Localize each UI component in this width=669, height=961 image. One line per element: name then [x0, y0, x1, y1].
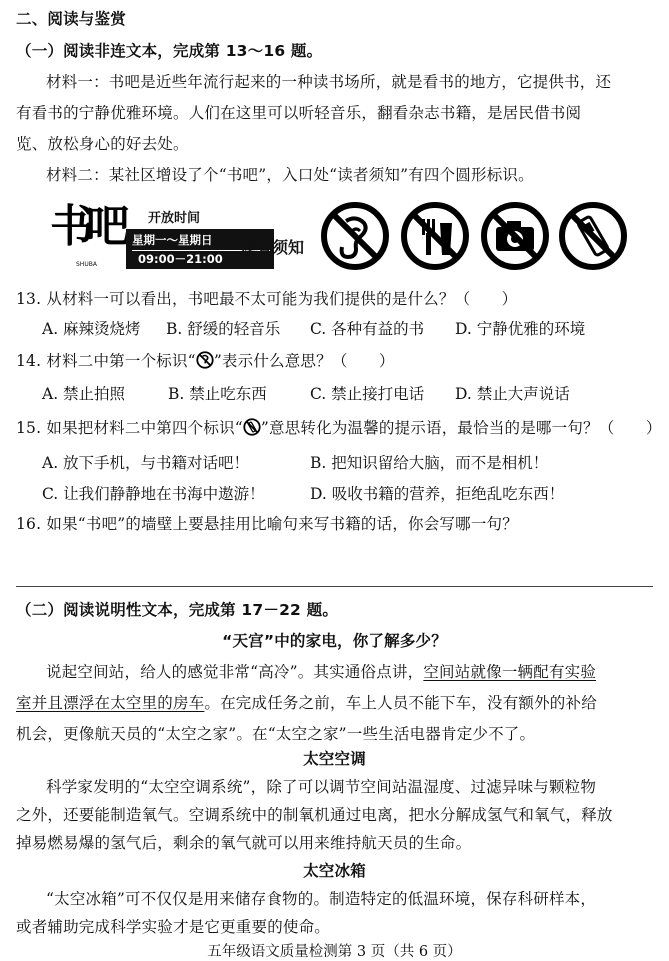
- divider: [16, 586, 653, 587]
- q14-text-end: ”表示什么意思？（ ）: [213, 352, 395, 370]
- heading-space-fridge: 太空冰箱: [303, 862, 366, 880]
- para1-underlined-2: 室并且漂浮在太空里的房车: [16, 694, 205, 712]
- q14-option-a: A. 禁止拍照: [42, 385, 126, 403]
- article-title: “天宫”中的家电，你了解多少？: [222, 632, 447, 650]
- para1-line2: [16, 692, 653, 714]
- q15-option-d: D. 吸收书籍的营养，拒绝乱吃东西！: [310, 485, 565, 503]
- question-15: [16, 417, 662, 439]
- para3-line2: 或者辅助完成科学实验才是它更重要的使命。: [16, 918, 331, 936]
- para1-underlined-1: 空间站就像一辆配有实验: [423, 663, 597, 681]
- para2-line2: 之外，还要能制造氧气。空调系统中的制氧机通过电离，把水分解成氢气和氧气，释放: [16, 806, 613, 824]
- q14-text-start: 14. 材料二中第一个标识“: [16, 352, 196, 370]
- q15-option-a: A. 放下手机，与书籍对话吧！: [42, 454, 250, 472]
- q14-option-b: B. 禁止吃东西: [168, 385, 267, 403]
- hours-title: 开放时间: [148, 211, 201, 226]
- logo-text: 书吧: [50, 201, 122, 252]
- hours-time: 09:00－21:00: [138, 252, 223, 266]
- shuba-logo: [50, 195, 122, 277]
- q15-option-b: B. 把知识留给大脑，而不是相机！: [310, 454, 549, 472]
- q15-text-start: 15. 如果把材料二中第四个标识“: [16, 419, 243, 437]
- section-title: 二、阅读与鉴赏: [16, 10, 126, 28]
- q14-option-d: D. 禁止大声说话: [455, 385, 570, 403]
- no-phone-icon: [243, 418, 261, 436]
- q15-text-end: ”意思转化为温馨的提示语，最恰当的是哪一句？（ ）: [260, 419, 662, 437]
- part2-title: （二）阅读说明性文本，完成第 17－22 题。: [16, 601, 339, 619]
- part1-title: （一）阅读非连文本，完成第 13～16 题。: [16, 42, 323, 60]
- para2-line3: 掉易燃易爆的氢气后，剩余的氧气就可以用来维持航天员的生命。: [16, 834, 472, 852]
- logo-subtext: SHUBA: [76, 261, 97, 268]
- material1-line2: 有看书的宁静优雅环境。人们在这里可以听轻音乐，翻看杂志书籍，是居民借书阅: [16, 104, 582, 122]
- reader-notice-signboard: [50, 195, 630, 283]
- para2-line1: 科学家发明的“太空空调系统”，除了可以调节空间站温湿度、过滤异味与颗粒物: [46, 778, 597, 796]
- heading-space-ac: 太空空调: [303, 750, 366, 768]
- question-14: [16, 350, 653, 372]
- question-16: 16. 如果“书吧”的墙壁上要悬挂用比喻句来写书籍的话，你会写哪一句？: [16, 515, 518, 533]
- no-camera-icon: [480, 201, 550, 271]
- no-loud-talking-icon: [196, 351, 214, 369]
- q13-option-c: C. 各种有益的书: [310, 320, 425, 338]
- no-eating-icon: [400, 201, 470, 271]
- q14-option-c: C. 禁止接打电话: [310, 385, 425, 403]
- para1-line2-text: 。在完成任务之前，车上人员不能下车，没有额外的补给: [204, 694, 597, 712]
- material1-line1: 材料一：书吧是近些年流行起来的一种读书场所，就是看书的地方，它提供书，还: [46, 73, 612, 91]
- para3-line1: “太空冰箱”可不仅仅是用来储存食物的。制造特定的低温环境，保存科研样本，: [46, 890, 597, 908]
- question-13: 13. 从材料一可以看出，书吧最不太可能为我们提供的是什么？（ ）: [16, 290, 518, 308]
- material1-line3: 览、放松身心的好去处。: [16, 135, 189, 153]
- page-footer: 五年级语文质量检测第 3 页（共 6 页）: [207, 944, 462, 960]
- para1-line1: [16, 661, 653, 683]
- para1-line3: 机会，更像航天员的“太空之家”。在“太空之家”一些生活电器肯定少不了。: [16, 725, 536, 743]
- reader-notice-label: 读者须知: [240, 238, 305, 257]
- q13-option-d: D. 宁静优雅的环境: [455, 320, 586, 338]
- q15-option-c: C. 让我们静静地在书海中遨游！: [42, 485, 265, 503]
- no-phone-icon: [558, 201, 628, 271]
- hours-days: 星期一～星期日: [132, 232, 270, 251]
- q13-option-a: A. 麻辣烫烧烤: [42, 320, 141, 338]
- q13-option-b: B. 舒缓的轻音乐: [166, 320, 281, 338]
- para1-line1-text: 说起空间站，给人的感觉非常“高冷”。其实通俗点讲，: [46, 663, 424, 681]
- no-loud-talking-icon: [320, 201, 390, 271]
- material2-line: 材料二：某社区增设了个“书吧”，入口处“读者须知”有四个圆形标识。: [46, 166, 534, 184]
